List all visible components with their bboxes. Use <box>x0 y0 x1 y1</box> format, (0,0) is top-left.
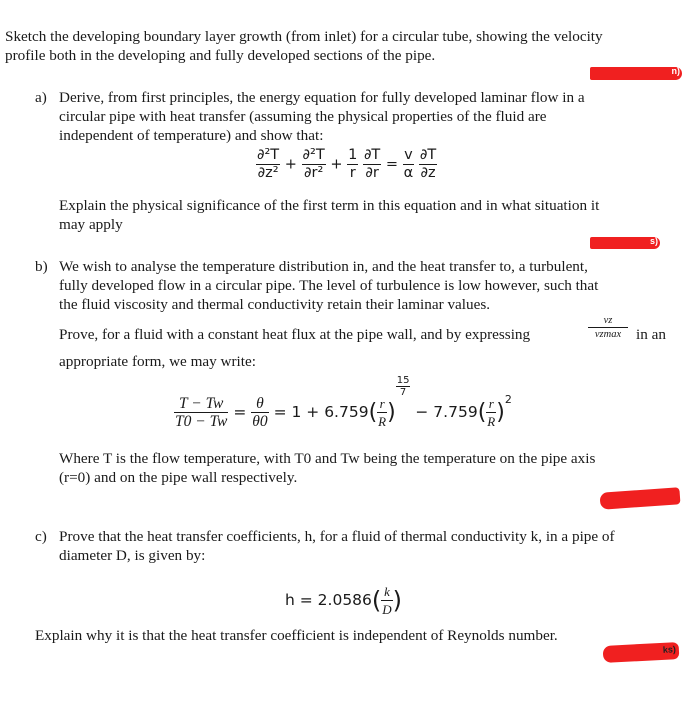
part-c-label: c) <box>35 528 47 545</box>
eq-a-term4a-den: α <box>403 165 414 181</box>
part-c-after-1: Explain why it is that the heat transfer coefficient is independent of Reynolds number. <box>35 627 558 644</box>
eq-b-exponent-num: 15 <box>396 375 410 386</box>
eq-a-term2-den: ∂r² <box>303 165 324 181</box>
part-b-line-4-end: in an <box>636 326 666 343</box>
eq-b-r-1: r <box>377 395 387 413</box>
part-b-line-1: We wish to analyse the temperature distribution in, and the heat transfer to, a turbulent, <box>59 258 588 275</box>
eq-a-term4a-num: v <box>404 147 413 163</box>
eq-a-term2-num: ∂²T <box>302 147 325 163</box>
part-b-after-1: Where T is the flow temperature, with T0 and Tw being the temperature on the pipe axis <box>59 450 596 467</box>
eq-b-rhs-a: = 1 + 6.759 <box>273 403 369 421</box>
part-a-line-2: circular pipe with heat transfer (assuming the physical properties of the fluid are <box>59 108 547 125</box>
part-a-line-1: Derive, from first principles, the energy equation for fully developed laminar flow in a <box>59 89 585 106</box>
eq-a-term1-den: ∂z² <box>257 165 279 181</box>
eq-a-term3a-num: 1 <box>348 147 358 163</box>
marks-redaction-b <box>590 237 660 249</box>
part-b-line-5: appropriate form, we may write: <box>59 353 256 370</box>
intro-line-2: profile both in the developing and fully developed sections of the pipe. <box>5 47 436 64</box>
marks-redaction-b2 <box>600 487 681 510</box>
velocity-ratio-num: vz <box>588 314 628 328</box>
energy-equation <box>256 147 437 182</box>
eq-b-theta-num: θ <box>251 395 268 413</box>
part-a-after-2: may apply <box>59 216 123 233</box>
eq-a-term1-num: ∂²T <box>257 147 280 163</box>
part-a-label: a) <box>35 89 47 106</box>
velocity-ratio <box>588 314 628 341</box>
marks-redaction-a <box>590 67 682 80</box>
eq-a-plus-1: + <box>284 156 297 173</box>
velocity-ratio-den: vzmax <box>594 329 622 340</box>
temperature-profile-equation: $\frac{T - Tw}{T0 - Tw}$ = $\frac{\theta}{\theta 0}$ = 1 + 6.759( $\frac{r}{R}$ ) $\frac{15}{7}$ − 7.759( $\frac{r}{R}$ )$^2$ <box>175 375 512 430</box>
eq-b-r-2: r <box>486 395 496 413</box>
part-a-line-3: independent of temperature) and show that: <box>59 127 324 144</box>
part-c-line-1: Prove that the heat transfer coefficients, h, for a fluid of thermal conductivity k, in a pipe of <box>59 528 615 545</box>
part-b-line-2: fully developed flow in a circular pipe. The level of turbulence is low however, such that <box>59 277 599 294</box>
marks-redaction-c <box>603 642 680 663</box>
eq-b-lhs-num: T − Tw <box>174 395 228 413</box>
part-a-after-1: Explain the physical significance of the first term in this equation and in what situation it <box>59 197 600 214</box>
eq-c-num: k <box>381 583 392 601</box>
part-b-line-4: Prove, for a fluid with a constant heat flux at the pipe wall, and by expressing <box>59 326 531 343</box>
eq-a-equals: = <box>385 156 399 173</box>
marks-a-text: n) <box>671 66 680 76</box>
eq-b-lhs-den: T0 − Tw <box>175 413 228 430</box>
eq-b-exponent-2: 2 <box>504 393 512 406</box>
intro-line-1: Sketch the developing boundary layer growth (from inlet) for a circular tube, showing the velocity <box>5 28 603 45</box>
part-b-line-3: the fluid viscosity and thermal conductivity retain their laminar values. <box>59 296 491 313</box>
eq-a-plus-2: + <box>330 156 343 173</box>
marks-b-text: s) <box>649 236 658 246</box>
part-b-after-2: (r=0) and on the pipe wall respectively. <box>59 469 298 486</box>
marks-c-text: ks) <box>662 644 677 655</box>
eq-c-den: D <box>382 602 392 617</box>
part-c-line-2: diameter D, is given by: <box>59 547 206 564</box>
eq-b-theta-den: θ0 <box>252 413 268 430</box>
eq-b-exponent-den: 7 <box>399 387 407 398</box>
eq-a-term3b-den: ∂r <box>365 165 379 181</box>
eq-b-R-1: R <box>378 414 387 429</box>
eq-a-term3a-den: r <box>349 165 356 181</box>
eq-a-term4b-num: ∂T <box>419 147 437 163</box>
part-b-label: b) <box>35 258 48 275</box>
eq-a-term3b-num: ∂T <box>363 147 381 163</box>
eq-c-lhs: h = 2.0586 <box>285 591 372 609</box>
eq-a-term4b-den: ∂z <box>420 165 436 181</box>
eq-b-rhs-b: − 7.759 <box>415 403 478 421</box>
eq-b-equals: = <box>233 403 247 421</box>
heat-transfer-coefficient-equation: h = 2.0586( $\frac{k}{D}$ ) <box>285 584 403 617</box>
eq-b-R-2: R <box>487 414 496 429</box>
